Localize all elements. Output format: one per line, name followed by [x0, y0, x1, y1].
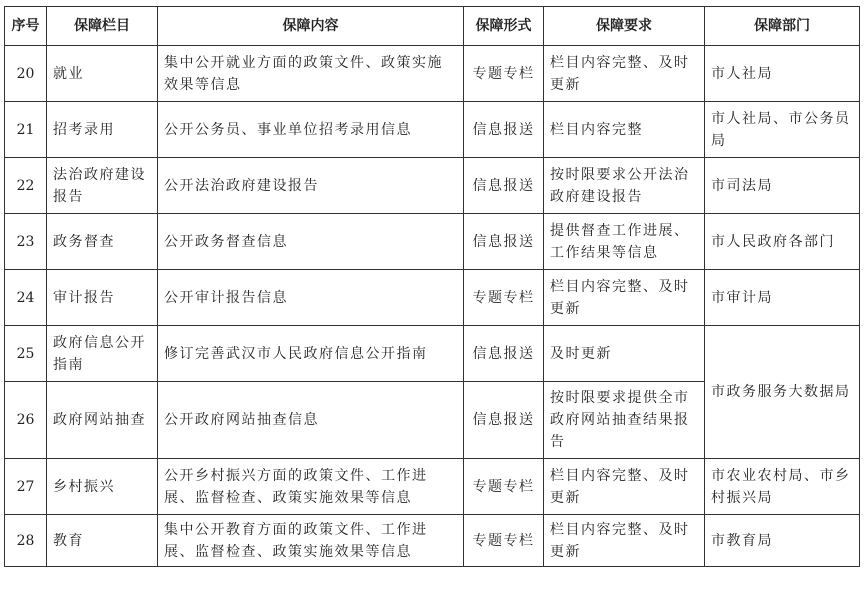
header-row — [5, 7, 860, 46]
row-content: 公开审计报告信息 — [158, 270, 464, 326]
row-content: 公开乡村振兴方面的政策文件、工作进展、监督检查、政策实施效果等信息 — [158, 459, 464, 515]
row-requirement: 及时更新 — [544, 326, 705, 382]
row-column: 招考录用 — [47, 102, 158, 158]
row-format: 信息报送 — [464, 102, 544, 158]
row-format: 专题专栏 — [464, 459, 544, 515]
row-no: 27 — [5, 459, 47, 515]
header-column: 保障栏目 — [47, 7, 158, 46]
row-department: 市人社局、市公务员局 — [705, 102, 860, 158]
row-format: 专题专栏 — [464, 270, 544, 326]
row-department: 市政务服务大数据局 — [705, 326, 860, 459]
table-row — [5, 214, 860, 270]
row-format: 信息报送 — [464, 326, 544, 382]
row-content: 公开法治政府建设报告 — [158, 158, 464, 214]
row-content: 集中公开就业方面的政策文件、政策实施效果等信息 — [158, 46, 464, 102]
row-content: 集中公开教育方面的政策文件、工作进展、监督检查、政策实施效果等信息 — [158, 515, 464, 567]
guarantee-table — [4, 6, 860, 567]
row-column: 法治政府建设报告 — [47, 158, 158, 214]
row-format: 信息报送 — [464, 382, 544, 459]
row-requirement: 栏目内容完整、及时更新 — [544, 270, 705, 326]
row-column: 政务督查 — [47, 214, 158, 270]
header-content: 保障内容 — [158, 7, 464, 46]
row-column: 政府信息公开指南 — [47, 326, 158, 382]
row-no: 25 — [5, 326, 47, 382]
row-requirement: 栏目内容完整、及时更新 — [544, 515, 705, 567]
header-no: 序号 — [5, 7, 47, 46]
row-content: 公开政府网站抽查信息 — [158, 382, 464, 459]
row-no: 23 — [5, 214, 47, 270]
row-no: 22 — [5, 158, 47, 214]
row-requirement: 提供督查工作进展、工作结果等信息 — [544, 214, 705, 270]
table-row — [5, 158, 860, 214]
row-column: 乡村振兴 — [47, 459, 158, 515]
row-content: 修订完善武汉市人民政府信息公开指南 — [158, 326, 464, 382]
row-format: 专题专栏 — [464, 46, 544, 102]
row-department: 市审计局 — [705, 270, 860, 326]
header-department: 保障部门 — [705, 7, 860, 46]
row-format: 信息报送 — [464, 158, 544, 214]
row-content: 公开公务员、事业单位招考录用信息 — [158, 102, 464, 158]
table-row — [5, 46, 860, 102]
row-requirement: 按时限要求公开法治政府建设报告 — [544, 158, 705, 214]
row-no: 24 — [5, 270, 47, 326]
row-format: 专题专栏 — [464, 515, 544, 567]
row-requirement: 按时限要求提供全市政府网站抽查结果报告 — [544, 382, 705, 459]
row-format: 信息报送 — [464, 214, 544, 270]
row-department: 市司法局 — [705, 158, 860, 214]
row-no: 20 — [5, 46, 47, 102]
table-row — [5, 459, 860, 515]
row-department: 市人民政府各部门 — [705, 214, 860, 270]
row-no: 21 — [5, 102, 47, 158]
row-department: 市教育局 — [705, 515, 860, 567]
row-requirement: 栏目内容完整、及时更新 — [544, 46, 705, 102]
row-no: 26 — [5, 382, 47, 459]
row-department: 市人社局 — [705, 46, 860, 102]
table-row — [5, 102, 860, 158]
header-format: 保障形式 — [464, 7, 544, 46]
row-requirement: 栏目内容完整 — [544, 102, 705, 158]
header-requirement: 保障要求 — [544, 7, 705, 46]
row-content: 公开政务督查信息 — [158, 214, 464, 270]
row-column: 教育 — [47, 515, 158, 567]
row-column: 审计报告 — [47, 270, 158, 326]
table-row — [5, 326, 860, 382]
row-department: 市农业农村局、市乡村振兴局 — [705, 459, 860, 515]
row-column: 就业 — [47, 46, 158, 102]
table-row — [5, 270, 860, 326]
table-row — [5, 515, 860, 567]
row-no: 28 — [5, 515, 47, 567]
row-requirement: 栏目内容完整、及时更新 — [544, 459, 705, 515]
row-column: 政府网站抽查 — [47, 382, 158, 459]
